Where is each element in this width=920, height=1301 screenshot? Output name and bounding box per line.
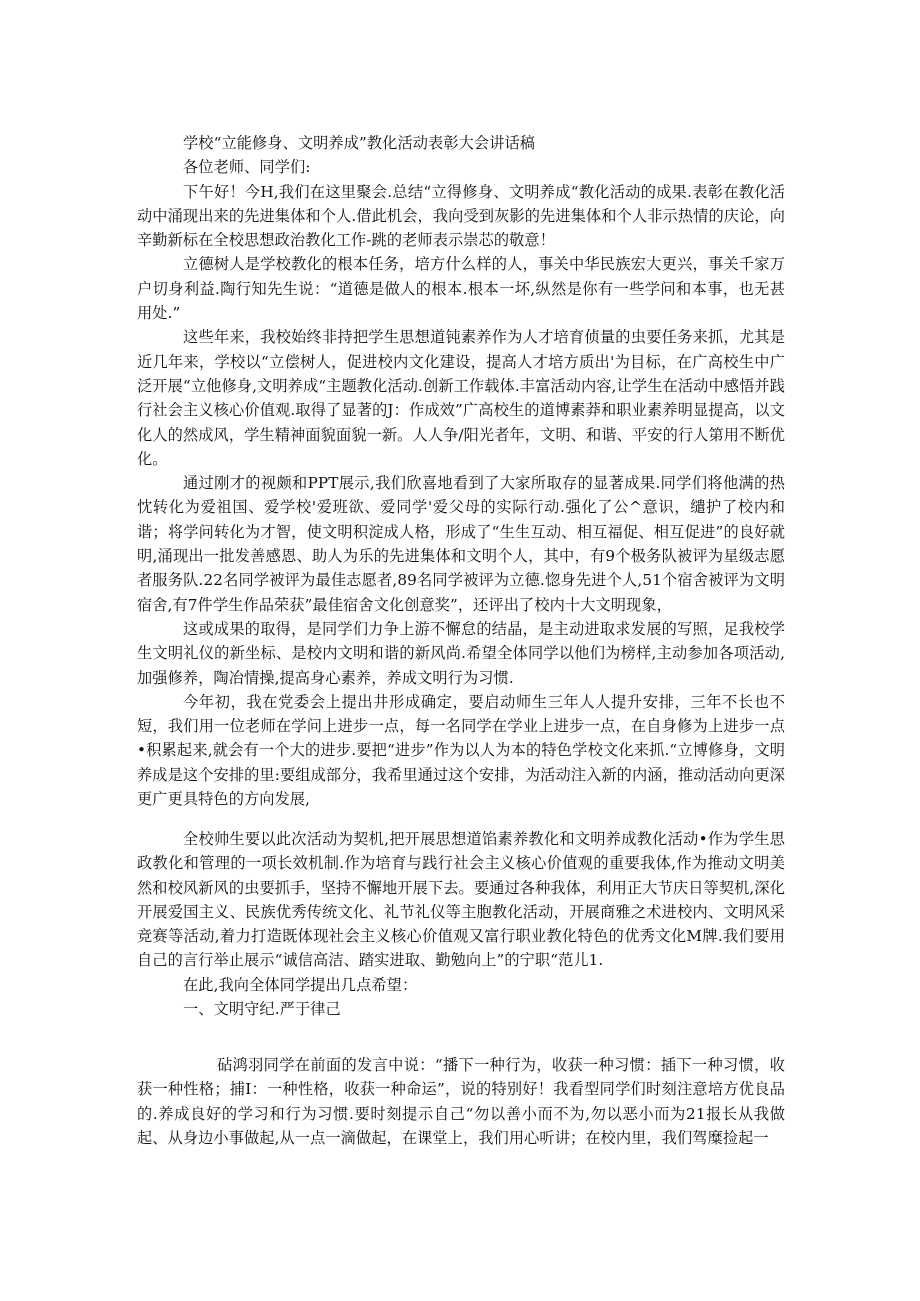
greeting: 各位老师、同学们: [183, 158, 311, 177]
paragraph-long-term-mechanism: 全校帅生要以此次活动为契机,把开展思想道馅素养教化和文明养成教化活动•作为学生思政教化和管理的一项长效机制.作为培育与践行社会主义核心价值观的重要我体,作为推动文明美然和校风新风的虫要抓手，坚持不懈地开展下去。要通过各种我体，利用正大节庆日等契机,深化开展爱国主义、民族优秀传统文化、礼节礼仪等主胞教化活动，开展商雅之术进校内、文明风采竞赛等活动,着力打造既体现社会主义核心价值观又富行职业教化特色的优秀文化M牌.我们要用自己的言行举止展示“诚信高洁、踏实进取、勤勉向上”的宁职“范儿1. [137, 830, 785, 970]
paragraph-results: 这或成果的取得，是同学们力争上游不懈怠的结晶，是主动进取求发展的写照，足我校学生文明礼仪的新坐标、是校内文明和谐的新风尚.希望全体同学以他们为榜样,主动参加各项活动,加强修养，陶冶情操,提高身心素养，养成文明行为习惯. [137, 619, 785, 687]
paragraph-recent-years: 这些年来，我校始终非持把学生思想道钝素养作为人才培育侦量的虫要任务来抓，尤其是近几年来，学校以“立偿树人，促进校内文化建设，提高人才培方质出'为目标，在广高校生中广泛开展“立他修身,文明养成“主题教化活动.创新工作载体.丰富活动内容,让学生在活动中感悟并践行社会主义核心价值观.取得了显著的J：作成效”广高校生的道博素莽和职业素养明显提高，以文化人的然成风，学生精神面貌面貌一新。人人争/阳光者年，文明、和谐、平安的行人第用不断优化。 [137, 328, 785, 468]
paragraph-three-year-plan: 今年初，我在党委会上提出井形成确定，要启动师生三年人人提升安排，三年不长也不短，我们用一位老师在学问上进步一点，每一名同学在学业上进步一点，在自身修为上进步一点•积累起来,就会有一个大的进步.要把“进步”作为以人为本的特色学校文化来抓.“立博修身，文明养成是这个安排的里:要组成部分，我希里通过这个安排，为活动注入新的内涵，推动活动向更深更广更具特色的方向发展, [137, 692, 785, 809]
document-body-bottom [137, 1053, 785, 1150]
document-title: 学校“立能修身、文明养成”教化活动表彰大会讲话稿 [183, 134, 536, 152]
paragraph-opening: 下午好！今H,我们在这里聚会.总结“立得修身、文明养成“教化活动的成果.表彰在教化活动中涌现出来的先进集体和个人.借此机会，我向受到灰影的先进集体和个人非示热情的庆论，向辛勤新标在全校思想政治教化工作-跳的老师表示崇芯的敬意！ [137, 182, 785, 250]
hope-intro: 在此,我向全体同学提出几点希望： [183, 975, 418, 994]
section-heading: 一、文明守纪.严于律己 [183, 1000, 341, 1019]
paragraph-moral-education: 立德树人是学校教化的根本任务，培方什么样的人，事关中华民族宏大更兴，事关千家万户切身利益.陶行知先生说：“道德是做人的根本.根本一坏,纵然是你有一些学问和本事，也无甚用处.” [137, 255, 785, 323]
document-body-middle [137, 827, 785, 1021]
paragraph-achievements: 通过刚才的视颇和PPT展示,我们欣喜地看到了大家所取存的显著成果.同学们将他满的热忱转化为爱祖国、爱学校'爱班欲、爱同学'爱父母的实际行动.强化了公^意识，缱护了校内和谐；将学问转化为才智，使文明积淀成人格，形成了“生生互动、相互福促、相互促进”的良好就明,涌现出一批发善感恩、助人为乐的先进集体和文明个人，其中，有9个极务队被评为星级志愿者服务队.22名同学被评为最佳志愿者,89名同学被评为立德.惚身先进个人,51个宿舍被评为文明宿舍,有7件学生作品荣获”最佳宿舍文化创意奖”，还评出了校内十大文明现象， [137, 474, 785, 614]
document-body-top [137, 131, 785, 811]
paragraph-habits: 砧鸿羽同学在前面的发言中说：“播下一种行为，收获一种习惯：插下一种习惯，收获一种性格；捕I：一种性格，收获一种命运”，说的特别好！我看型同学们时刻注意培方优良品的.养成良好的学习和行为习惯.要时刻提示自己“勿以善小而不为,勿以恶小而为21报长从我做起、从身边小事做起,从一点一滴做起，在课堂上，我们用心听讲；在校内里，我们驾糜捡起一 [137, 1056, 785, 1147]
